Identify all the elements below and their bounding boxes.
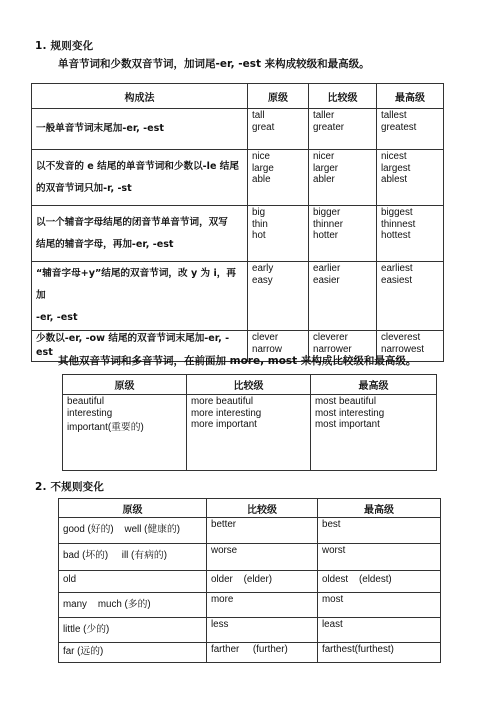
comparative-cell: taller greater: [309, 109, 377, 150]
header-comparative: 比较级: [207, 499, 318, 518]
comparative-cell: farther (further): [207, 643, 318, 663]
comparative-cell: earlier easier: [309, 262, 377, 331]
comparative-cell: bigger thinner hotter: [309, 206, 377, 262]
superlative-cell: oldest (eldest): [318, 571, 441, 593]
base-cell: old: [59, 571, 207, 593]
table-row: [32, 150, 444, 206]
base-cell: nice large able: [248, 150, 309, 206]
table-row: [59, 593, 441, 618]
header-superlative: 最高级: [318, 499, 441, 518]
comparative-cell: worse: [207, 544, 318, 571]
superlative-cell: cleverest narrowest: [377, 331, 444, 362]
rule-text: 以一个辅音字母结尾的闭音节单音节词，双写 结尾的辅音字母，再加-er, -est: [32, 206, 248, 262]
superlative-cell: earliest easiest: [377, 262, 444, 331]
section-1-intro: 单音节词和少数双音节词，加词尾-er, -est 来构成较级和最高级。: [58, 58, 370, 70]
base-cell: many much (多的): [59, 593, 207, 618]
table-row: [63, 395, 437, 471]
table-row: [32, 109, 444, 150]
table-row: [59, 643, 441, 663]
comparative-cell: more: [207, 593, 318, 618]
superlative-cell: most: [318, 593, 441, 618]
multisyllable-table: [62, 374, 437, 471]
base-cell: far (远的): [59, 643, 207, 663]
section-2-title: 2. 不规则变化: [35, 481, 105, 493]
section-1-title: 1. 规则变化: [35, 40, 94, 52]
base-cell: tall great: [248, 109, 309, 150]
base-cell: little (少的): [59, 618, 207, 643]
header-comparative: 比较级: [309, 84, 377, 109]
base-cell: big thin hot: [248, 206, 309, 262]
comparative-cell: less: [207, 618, 318, 643]
irregular-table: [58, 498, 441, 663]
comparative-cell: more beautiful more interesting more important: [187, 395, 311, 471]
base-cell: good (好的) well (健康的): [59, 518, 207, 544]
header-rule: 构成法: [32, 84, 248, 109]
table-row: [59, 618, 441, 643]
comparative-cell: nicer larger abler: [309, 150, 377, 206]
superlative-cell: nicest largest ablest: [377, 150, 444, 206]
header-superlative: 最高级: [377, 84, 444, 109]
header-base: 原级: [63, 375, 187, 395]
rule-text: 以不发音的 e 结尾的单音节词和少数以-le 结尾 的双音节词只加-r, -st: [32, 150, 248, 206]
superlative-cell: worst: [318, 544, 441, 571]
base-cell: clever narrow: [248, 331, 309, 362]
base-cell: bad (坏的) ill (有病的): [59, 544, 207, 571]
table-row: [59, 571, 441, 593]
superlative-cell: biggest thinnest hottest: [377, 206, 444, 262]
base-cell: early easy: [248, 262, 309, 331]
regular-rules-table: [31, 83, 444, 362]
table-row: [32, 262, 444, 331]
superlative-cell: most beautiful most interesting most important: [311, 395, 437, 471]
comparative-cell: better: [207, 518, 318, 544]
comparative-cell: cleverer narrower: [309, 331, 377, 362]
superlative-cell: tallest greatest: [377, 109, 444, 150]
superlative-cell: farthest(furthest): [318, 643, 441, 663]
base-cell: beautiful interesting important(重要的): [63, 395, 187, 471]
header-base: 原级: [248, 84, 309, 109]
table-row: [59, 544, 441, 571]
rule-text: 少数以-er, -ow 结尾的双音节词末尾加-er, -est: [32, 331, 248, 362]
header-base: 原级: [59, 499, 207, 518]
comparative-cell: older (elder): [207, 571, 318, 593]
header-superlative: 最高级: [311, 375, 437, 395]
table-row: [32, 206, 444, 262]
rule-text: “辅音字母+y”结尾的双音节词，改 y 为 i，再加 -er, -est: [32, 262, 248, 331]
section-1b-intro: 其他双音节词和多音节词，在前面加 more, most 来构成比较级和最高级。: [58, 355, 417, 367]
table-row: [59, 518, 441, 544]
header-comparative: 比较级: [187, 375, 311, 395]
rule-text: 一般单音节词末尾加-er, -est: [32, 109, 248, 150]
superlative-cell: least: [318, 618, 441, 643]
superlative-cell: best: [318, 518, 441, 544]
